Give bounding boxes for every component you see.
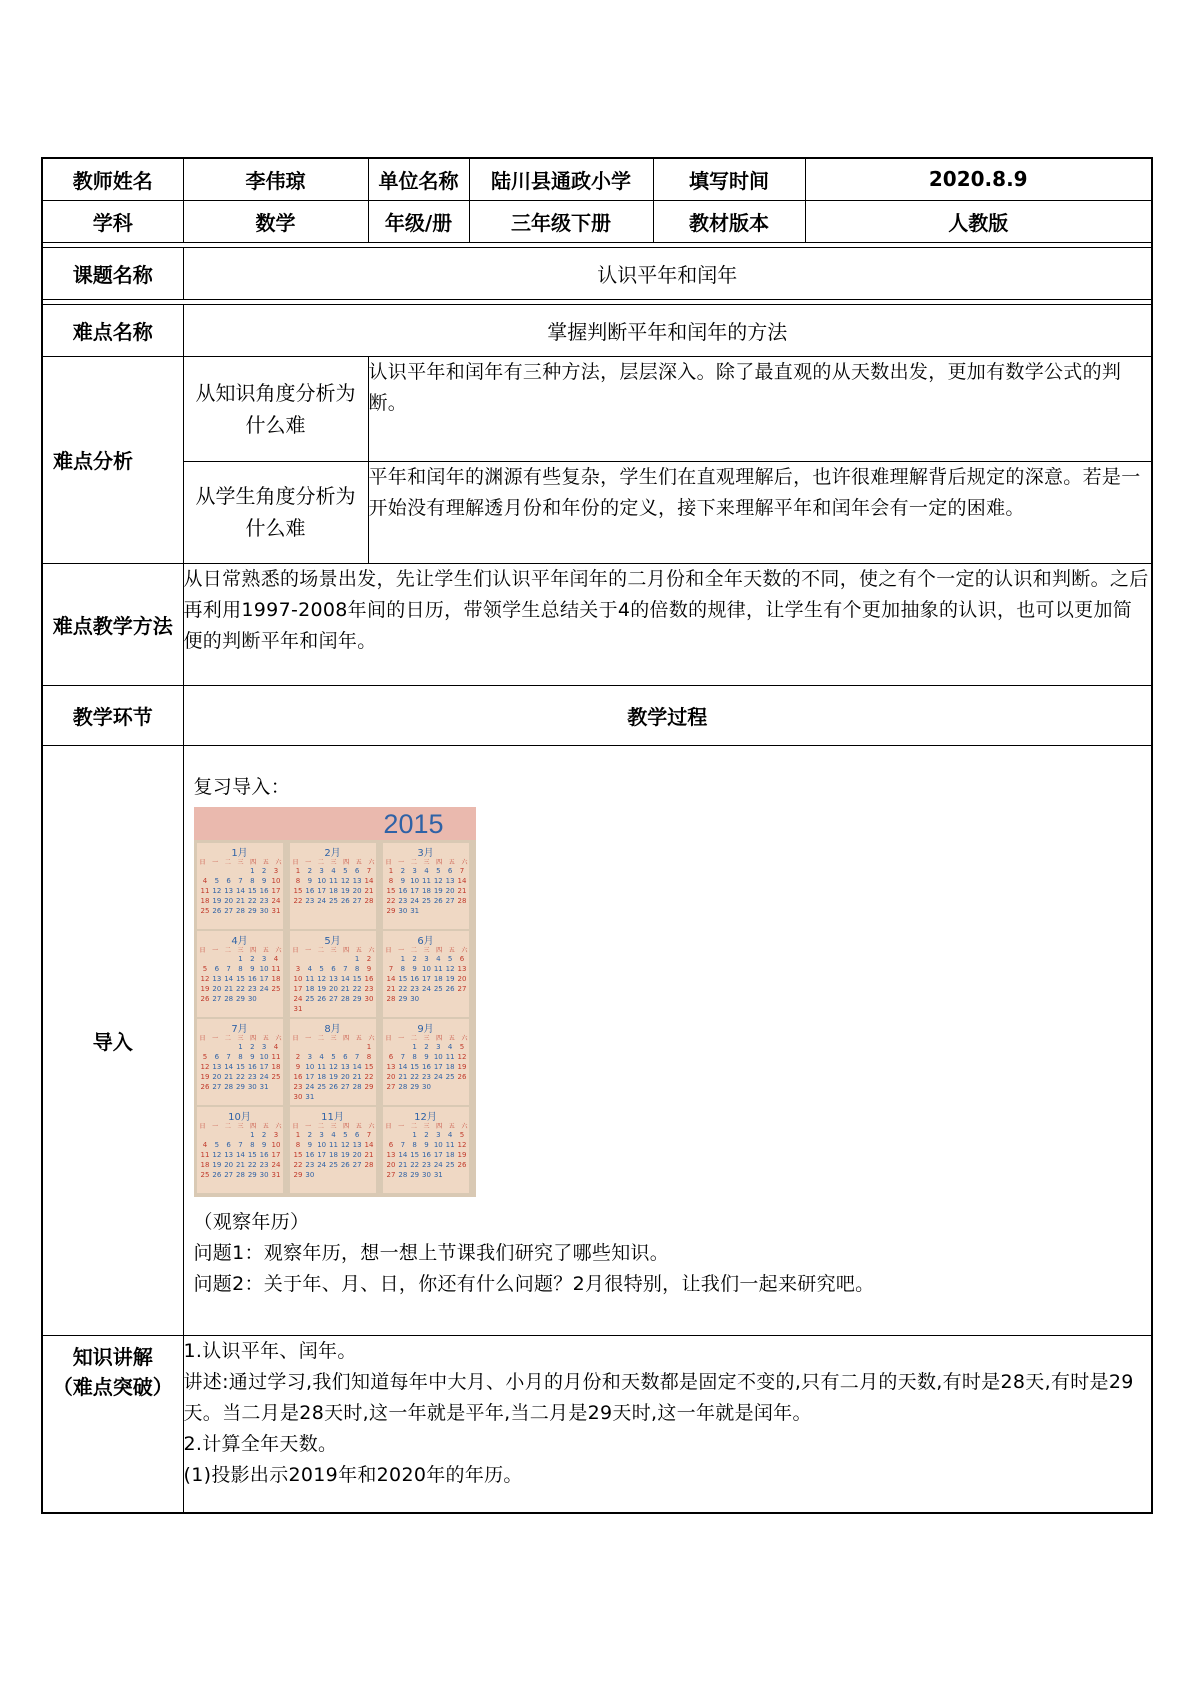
calendar-week-row: 13 14 15 16 17 18 19	[386, 1150, 467, 1159]
calendar-week-row: 23 24 25 26 27 28 29	[293, 1082, 374, 1091]
calendar-weekdays: 日 一 二 三 四 五 六	[385, 858, 468, 866]
grade-value: 三年级下册	[469, 200, 653, 242]
calendar-month-title: 11月	[321, 1111, 344, 1123]
calendar-week-row: 3 4 5 6 7 8 9	[295, 964, 372, 973]
calendar-week-row: 8 9 10 11 12 13 14	[295, 876, 374, 885]
teacher-value: 李伟琼	[183, 158, 368, 200]
calendar-week-row: 1 2 3 4 5	[412, 1042, 465, 1051]
topic-label: 课题名称	[42, 247, 183, 299]
calendar-week-row: 17 18 19 20 21 22 23	[293, 984, 374, 993]
grade-label: 年级/册	[368, 200, 469, 242]
calendar-week-row: 22 23 24 25 26 27 28	[386, 896, 467, 905]
calendar-month	[383, 931, 469, 1017]
calendar-week-row: 1 2 3 4	[238, 954, 279, 963]
calendar-weekdays: 日 一 二 三 四 五 六	[385, 1034, 468, 1042]
difficulty-label: 难点名称	[42, 304, 183, 356]
knowledge-p3: 2.计算全年天数。	[183, 1432, 338, 1455]
method-label: 难点教学方法	[42, 563, 183, 685]
unit-label: 单位名称	[368, 158, 469, 200]
knowledge-content	[183, 1335, 1152, 1513]
intro-row	[42, 745, 1152, 1335]
unit-value: 陆川县通政小学	[469, 158, 653, 200]
calendar-week-row: 6 7 8 9 10 11 12	[388, 1052, 467, 1061]
calendar-week-row: 6 7 8 9 10 11 12	[388, 1140, 467, 1149]
question-2: 问题2：关于年、月、日，你还有什么问题？2月很特别，让我们一起来研究吧。	[193, 1272, 875, 1295]
process-label: 教学过程	[183, 685, 1152, 745]
calendar-weekdays: 日 一 二 三 四 五 六	[199, 1122, 282, 1130]
calendar-week-row: 18 19 20 21 22 23 24	[200, 896, 281, 905]
calendar-month	[383, 1107, 469, 1193]
knowledge-angle-label: 从知识角度分析为什么难	[183, 356, 368, 461]
calendar-week-row: 19 20 21 22 23 24 25	[200, 984, 281, 993]
calendar-week-row: 5 6 7 8 9 10 11	[202, 964, 281, 973]
calendar-week-row: 11 12 13 14 15 16 17	[200, 886, 281, 895]
calendar-month	[290, 931, 376, 1017]
method-text: 从日常熟悉的场景出发，先让学生们认识平年闰年的二月份和全年天数的不同，使之有个一定的认识和判断。之后再利用1997-2008年间的日历，带领学生总结关于4的倍数的规律，让学生有个更加抽象的认识，也可以更加简便的判断平年和闰年。	[183, 563, 1152, 685]
lesson-plan-table	[41, 157, 1153, 1514]
header-row-2	[42, 200, 1152, 242]
calendar-weekdays: 日 一 二 三 四 五 六	[199, 946, 282, 954]
calendar-week-row: 1 2 3	[250, 866, 279, 875]
calendar-week-row: 7 8 9 10 11 12 13	[388, 964, 467, 973]
calendar-month-title: 12月	[414, 1111, 437, 1123]
analysis-label: 难点分析	[42, 356, 183, 563]
calendar-week-row: 1	[366, 1042, 372, 1051]
topic-value: 认识平年和闰年	[183, 247, 1152, 299]
calendar-week-row: 12 13 14 15 16 17 18	[200, 974, 281, 983]
calendar-week-row: 27 28 29 30 31	[386, 1170, 443, 1179]
calendar-month	[383, 1019, 469, 1105]
calendar-week-row: 1 2 3 4 5	[412, 1130, 465, 1139]
header-row-1	[42, 158, 1152, 200]
calendar-week-row: 1 2 3 4 5 6 7	[295, 866, 372, 875]
calendar-week-row: 1 2 3	[250, 1130, 279, 1139]
calendar-month-title: 1月	[231, 847, 248, 859]
calendar-week-row: 21 22 23 24 25 26 27	[386, 984, 467, 993]
calendar-week-row: 8 9 10 11 12 13 14	[388, 876, 467, 885]
calendar-2015	[194, 807, 476, 1197]
calendar-month	[383, 843, 469, 929]
calendar-week-row: 25 26 27 28 29 30 31	[200, 906, 281, 915]
lesson-plan-page	[41, 157, 1151, 1514]
knowledge-angle-text: 认识平年和闰年有三种方法，层层深入。除了最直观的从天数出发，更加有数学公式的判断。	[368, 356, 1152, 461]
student-angle-label: 从学生角度分析为什么难	[183, 461, 368, 563]
calendar-week-row: 25 26 27 28 29 30 31	[200, 1170, 281, 1179]
calendar-week-row: 18 19 20 21 22 23 24	[200, 1160, 281, 1169]
calendar-month	[290, 1107, 376, 1193]
calendar-month	[197, 1019, 283, 1105]
calendar-week-row: 16 17 18 19 20 21 22	[293, 1072, 374, 1081]
calendar-week-row: 28 29 30	[386, 994, 420, 1003]
calendar-weekdays: 日 一 二 三 四 五 六	[385, 946, 468, 954]
calendar-month-title: 4月	[231, 935, 248, 947]
knowledge-label-line1: 知识讲解	[72, 1344, 153, 1369]
calendar-week-row: 1 2	[354, 954, 372, 963]
calendar-week-row: 27 28 29 30	[386, 1082, 431, 1091]
calendar-week-row: 11 12 13 14 15 16 17	[200, 1150, 281, 1159]
calendar-month-title: 10月	[228, 1111, 251, 1123]
analysis-row-knowledge	[42, 356, 1152, 461]
calendar-week-row: 15 16 17 18 19 20 21	[386, 886, 467, 895]
calendar-week-row: 22 23 24 25 26 27 28	[293, 896, 374, 905]
calendar-month	[197, 931, 283, 1017]
method-row	[42, 563, 1152, 685]
calendar-weekdays: 日 一 二 三 四 五 六	[292, 1034, 375, 1042]
difficulty-row	[42, 304, 1152, 356]
calendar-month-title: 3月	[417, 847, 434, 859]
knowledge-label	[42, 1335, 183, 1513]
calendar-week-row: 1 2 3 4 5 6 7	[295, 1130, 372, 1139]
calendar-week-row: 29 30 31	[386, 906, 420, 915]
calendar-month	[197, 843, 283, 929]
calendar-weekdays: 日 一 二 三 四 五 六	[292, 1122, 375, 1130]
calendar-month-title: 5月	[324, 935, 341, 947]
knowledge-p1: 1.认识平年、闰年。	[183, 1339, 357, 1362]
calendar-week-row: 2 3 4 5 6 7 8	[295, 1052, 372, 1061]
calendar-week-row: 4 5 6 7 8 9 10	[202, 1140, 281, 1149]
calendar-week-row: 12 13 14 15 16 17 18	[200, 1062, 281, 1071]
calendar-week-row: 30 31	[293, 1092, 315, 1101]
calendar-week-row: 22 23 24 25 26 27 28	[293, 1160, 374, 1169]
intro-content	[183, 745, 1152, 1335]
calendar-week-row: 9 10 11 12 13 14 15	[295, 1062, 374, 1071]
knowledge-p2: 讲述:通过学习,我们知道每年中大月、小月的月份和天数都是固定不变的,只有二月的天数,有时是28天,有时是29天。当二月是28天时,这一年就是平年,当二月是29天时,这一年就是闰年。	[183, 1370, 1134, 1424]
calendar-week-row: 20 21 22 23 24 25 26	[386, 1072, 467, 1081]
calendar-week-row: 1 2 3 4	[238, 1042, 279, 1051]
calendar-weekdays: 日 一 二 三 四 五 六	[292, 946, 375, 954]
topic-row	[42, 247, 1152, 299]
analysis-row-student	[42, 461, 1152, 563]
edition-value: 人教版	[805, 200, 1152, 242]
calendar-month-title: 6月	[417, 935, 434, 947]
calendar-week-row: 31	[293, 1004, 303, 1013]
calendar-week-row: 15 16 17 18 19 20 21	[293, 886, 374, 895]
calendar-week-row: 26 27 28 29 30 31	[200, 1082, 269, 1091]
calendar-month	[290, 843, 376, 929]
question-1: 问题1：观察年历，想一想上节课我们研究了哪些知识。	[193, 1241, 670, 1264]
calendar-month-title: 9月	[417, 1023, 434, 1035]
knowledge-row	[42, 1335, 1152, 1513]
calendar-year: 2015	[383, 808, 444, 839]
calendar-week-row: 26 27 28 29 30	[200, 994, 257, 1003]
difficulty-value: 掌握判断平年和闰年的方法	[183, 304, 1152, 356]
subject-value: 数学	[183, 200, 368, 242]
calendar-week-row: 24 25 26 27 28 29 30	[293, 994, 374, 1003]
calendar-week-row: 1 2 3 4 5 6	[400, 954, 465, 963]
calendar-week-row: 19 20 21 22 23 24 25	[200, 1072, 281, 1081]
teacher-label: 教师姓名	[42, 158, 183, 200]
knowledge-label-line2: （难点突破）	[52, 1374, 173, 1399]
calendar-weekdays: 日 一 二 三 四 五 六	[199, 1034, 282, 1042]
observe-text: （观察年历）	[193, 1210, 310, 1233]
student-angle-text: 平年和闰年的渊源有些复杂，学生们在直观理解后，也许很难理解背后规定的深意。若是一开始没有理解透月份和年份的定义，接下来理解平年和闰年会有一定的困难。	[368, 461, 1152, 563]
calendar-week-row: 15 16 17 18 19 20 21	[293, 1150, 374, 1159]
calendar-week-row: 14 15 16 17 18 19 20	[386, 974, 467, 983]
edition-label: 教材版本	[653, 200, 805, 242]
calendar-week-row: 20 21 22 23 24 25 26	[386, 1160, 467, 1169]
calendar-week-row: 5 6 7 8 9 10 11	[202, 1052, 281, 1061]
calendar-weekdays: 日 一 二 三 四 五 六	[385, 1122, 468, 1130]
date-value: 2020.8.9	[805, 158, 1152, 200]
knowledge-p4: (1)投影出示2019年和2020年的年历。	[183, 1463, 523, 1486]
intro-label: 导入	[42, 745, 183, 1335]
stage-label: 教学环节	[42, 685, 183, 745]
calendar-week-row: 29 30	[293, 1170, 315, 1179]
calendar-month-title: 2月	[324, 847, 341, 859]
subject-label: 学科	[42, 200, 183, 242]
calendar-month-title: 7月	[231, 1023, 248, 1035]
calendar-week-row: 1 2 3 4 5 6 7	[388, 866, 465, 875]
process-header-row	[42, 685, 1152, 745]
calendar-weekdays: 日 一 二 三 四 五 六	[292, 858, 375, 866]
date-label: 填写时间	[653, 158, 805, 200]
calendar-month-title: 8月	[324, 1023, 341, 1035]
calendar-week-row: 10 11 12 13 14 15 16	[293, 974, 374, 983]
calendar-month	[290, 1019, 376, 1105]
calendar-week-row: 13 14 15 16 17 18 19	[386, 1062, 467, 1071]
calendar-week-row: 4 5 6 7 8 9 10	[202, 876, 281, 885]
calendar-month	[197, 1107, 283, 1193]
calendar-week-row: 8 9 10 11 12 13 14	[295, 1140, 374, 1149]
calendar-weekdays: 日 一 二 三 四 五 六	[199, 858, 282, 866]
review-text: 复习导入：	[193, 775, 291, 798]
